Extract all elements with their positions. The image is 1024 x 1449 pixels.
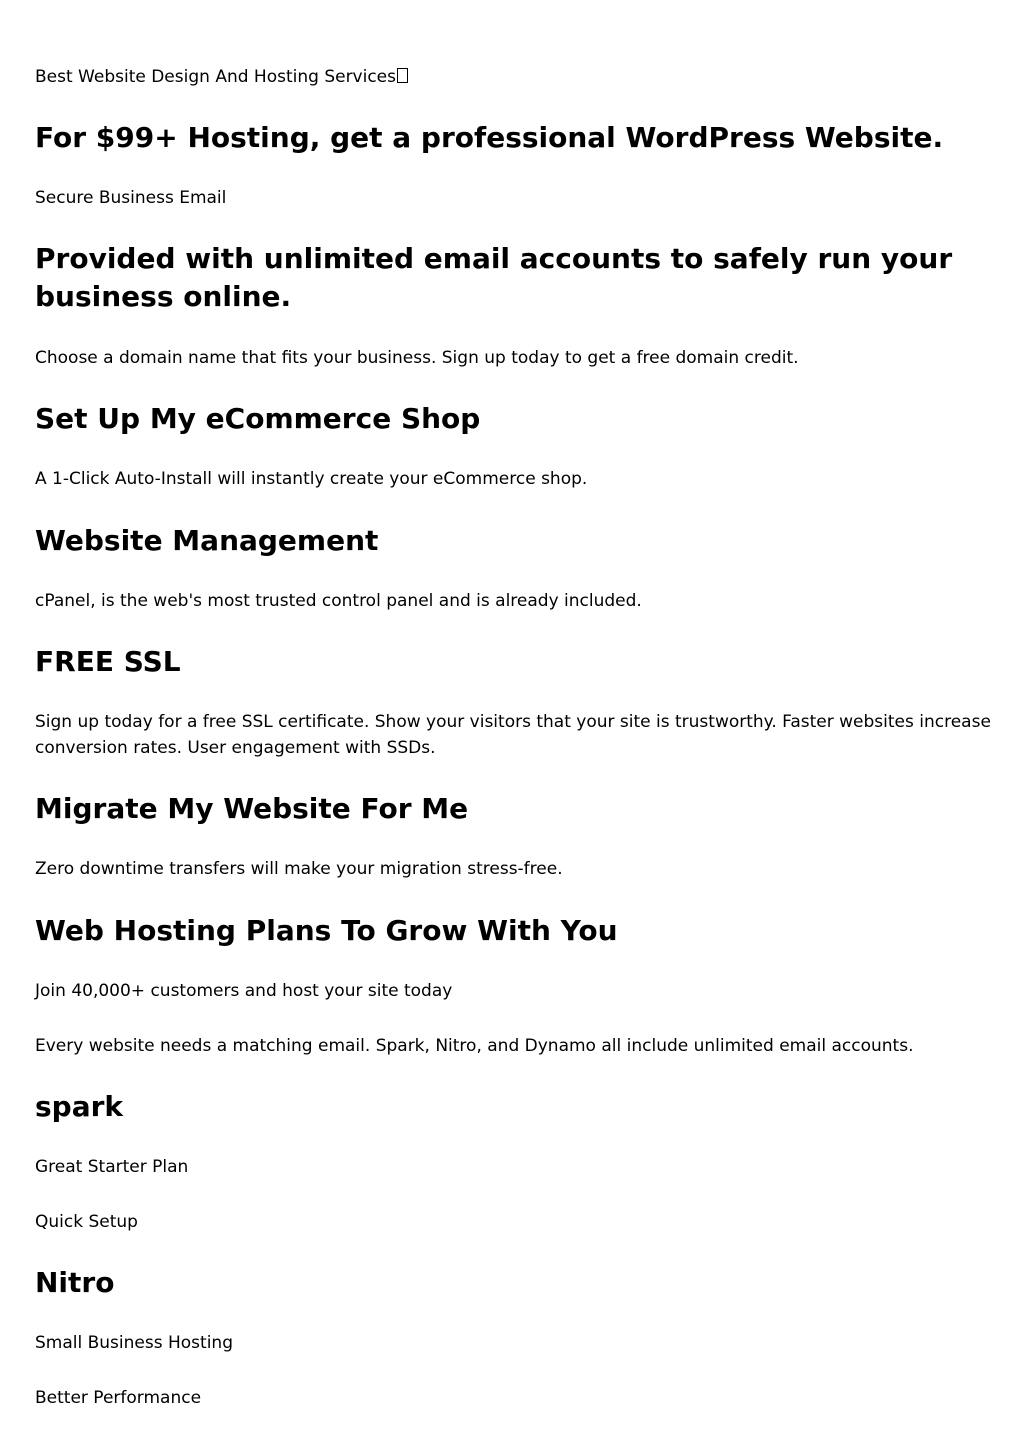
paragraph-small-business: Small Business Hosting [35,1333,233,1353]
heading-free-ssl: FREE SSL [35,645,181,678]
heading-migrate: Migrate My Website For Me [35,792,469,825]
intro-line [35,64,995,90]
paragraph-starter-plan: Great Starter Plan [35,1157,189,1177]
heading-unlimited-email: Provided with unlimited email accounts to safely run your business online. [35,242,953,313]
paragraph-ssl: Sign up today for a free SSL certificate. Show your visitors that your site is trustworthy. Faster websites increase conversion rates. User engagement with SSDs. [35,712,991,758]
heading-hosting-plans: Web Hosting Plans To Grow With You [35,914,618,947]
paragraph-matching-email: Every website needs a matching email. Spark, Nitro, and Dynamo all include unlimited email accounts. [35,1036,914,1056]
paragraph-secure-email: Secure Business Email [35,188,227,208]
paragraph-migrate: Zero downtime transfers will make your migration stress-free. [35,859,563,879]
heading-plan-spark: spark [35,1090,124,1123]
heading-plan-nitro: Nitro [35,1266,115,1299]
missing-glyph-icon [397,68,408,83]
paragraph-domain: Choose a domain name that fits your business. Sign up today to get a free domain credit. [35,348,799,368]
paragraph-join-customers: Join 40,000+ customers and host your site today [35,981,453,1001]
paragraph-better-performance: Better Performance [35,1388,202,1408]
heading-ecommerce: Set Up My eCommerce Shop [35,402,481,435]
paragraph-ecommerce: A 1-Click Auto-Install will instantly create your eCommerce shop. [35,469,588,489]
paragraph-quick-setup: Quick Setup [35,1212,138,1232]
intro-text: Best Website Design And Hosting Services [35,67,397,87]
heading-wordpress-offer: For $99+ Hosting, get a professional WordPress Website. [35,121,944,154]
heading-website-management: Website Management [35,524,379,557]
paragraph-cpanel: cPanel, is the web's most trusted control panel and is already included. [35,591,642,611]
